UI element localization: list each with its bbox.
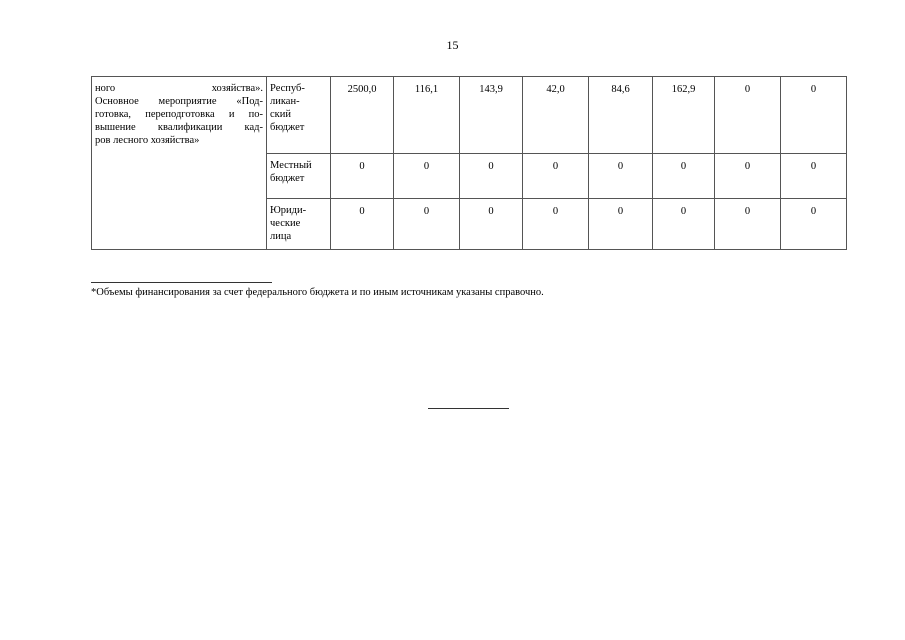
amount-cell: 84,6 — [589, 77, 653, 154]
description-line: Основное мероприятие «Под- — [95, 96, 263, 107]
amount-cell: 0 — [653, 154, 715, 199]
funding-source-line: ческие — [270, 218, 301, 229]
amount-cell: 0 — [589, 154, 653, 199]
amount-cell: 0 — [331, 154, 394, 199]
funding-source-line: ский — [270, 109, 291, 120]
funding-source-line: ликан- — [270, 96, 300, 107]
description-line: ров лесного хозяйства» — [95, 135, 200, 146]
amount-cell: 0 — [781, 154, 847, 199]
amount-cell: 0 — [460, 199, 523, 250]
amount-cell: 0 — [394, 199, 460, 250]
funding-source-cell — [267, 154, 331, 199]
description-line: ного хозяйства». — [95, 83, 263, 94]
amount-cell: 162,9 — [653, 77, 715, 154]
end-of-document-rule — [428, 408, 509, 409]
amount-cell: 0 — [715, 199, 781, 250]
amount-cell: 42,0 — [523, 77, 589, 154]
funding-source-line: Респуб- — [270, 83, 305, 94]
amount-cell: 0 — [715, 154, 781, 199]
description-line: вышение квалификации кад- — [95, 122, 263, 133]
amount-cell: 0 — [653, 199, 715, 250]
description-line: готовка, переподготовка и по- — [95, 109, 263, 120]
amount-cell: 0 — [394, 154, 460, 199]
amount-cell: 0 — [781, 77, 847, 154]
funding-source-line: Юриди- — [270, 205, 307, 216]
table-row-republican-budget — [92, 77, 847, 154]
activity-description-cell — [92, 77, 267, 250]
funding-source-line: лица — [270, 231, 292, 242]
amount-cell: 0 — [781, 199, 847, 250]
footnote-separator — [91, 282, 272, 283]
amount-cell: 2500,0 — [331, 77, 394, 154]
footnote-text: *Объемы финансирования за счет федерального бюджета и по иным источникам указаны справочно. — [91, 287, 544, 298]
amount-cell: 0 — [523, 154, 589, 199]
amount-cell: 0 — [523, 199, 589, 250]
amount-cell: 0 — [460, 154, 523, 199]
funding-source-cell — [267, 199, 331, 250]
funding-source-cell — [267, 77, 331, 154]
funding-source-line: Местный — [270, 160, 312, 171]
amount-cell: 116,1 — [394, 77, 460, 154]
amount-cell: 0 — [331, 199, 394, 250]
amount-cell: 143,9 — [460, 77, 523, 154]
amount-cell: 0 — [589, 199, 653, 250]
funding-source-line: бюджет — [270, 122, 305, 133]
page-number: 15 — [446, 38, 459, 52]
amount-cell: 0 — [715, 77, 781, 154]
funding-source-line: бюджет — [270, 173, 305, 184]
financing-table — [91, 76, 847, 250]
